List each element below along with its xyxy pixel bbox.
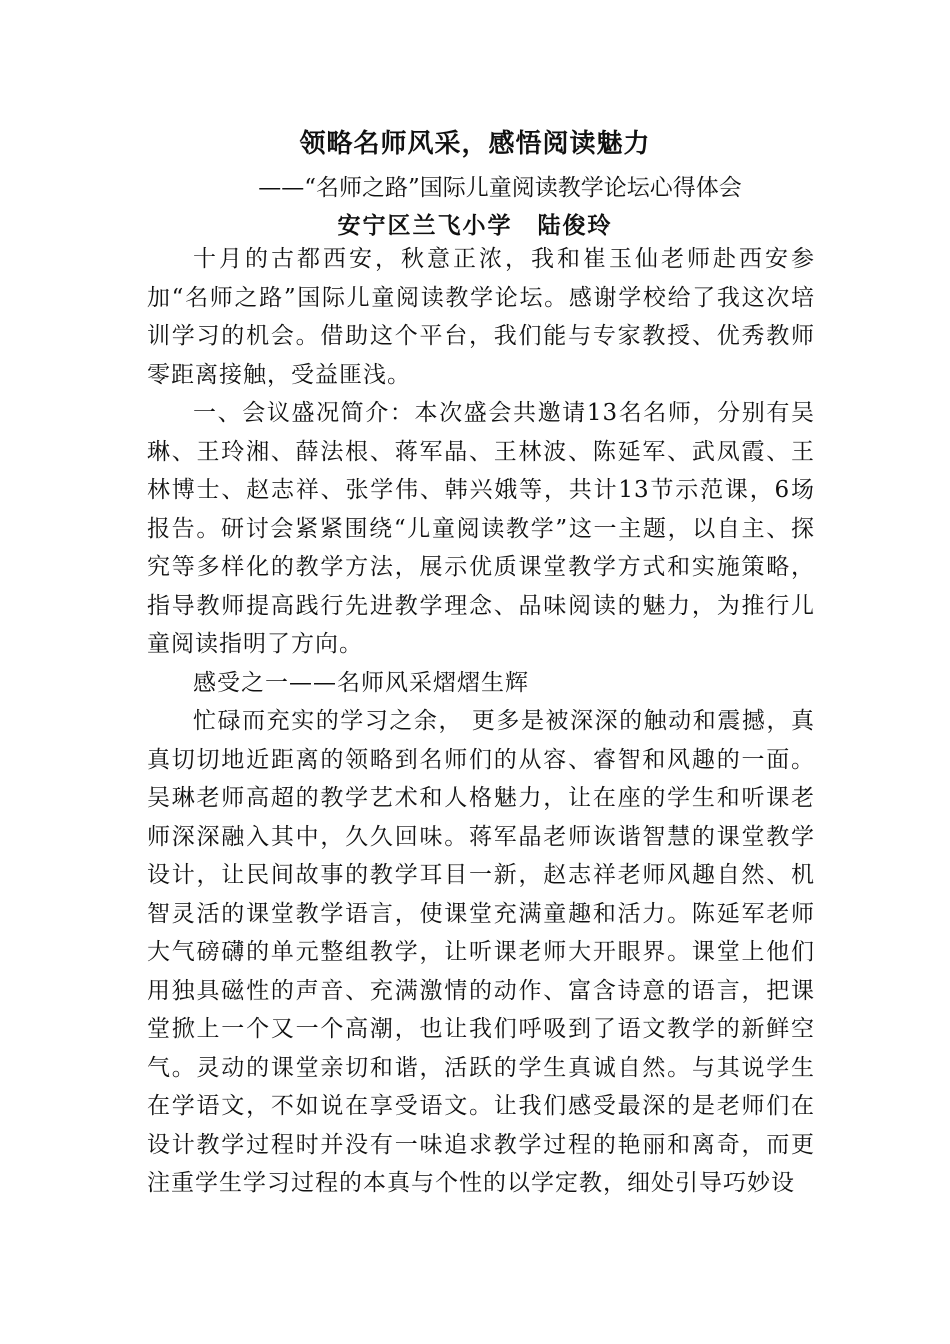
document-subtitle: ——“名师之路”国际儿童阅读教学论坛心得体会 [258,175,742,201]
document-body [147,240,815,1203]
paragraph-conference-overview: 一、会议盛况简介：本次盛会共邀请13名名师，分别有吴琳、王玲湘、薛法根、蒋军晶、王林波、陈延军、武凤霞、王林博士、赵志祥、张学伟、韩兴娥等，共计13节示范课，6场报告。研讨会紧紧围绕“儿童阅读教学”这一主题，以自主、探究等多样化的教学方法，展示优质课堂教学方式和实施策略，指导教师提高践行先进教学理念、品味阅读的魅力，为推行儿童阅读指明了方向。 [147,400,815,657]
document-title: 领略名师风采，感悟阅读魅力 [299,129,651,159]
paragraph-impressions: 忙碌而充实的学习之余， 更多是被深深的触动和震撼，真真切切地近距离的领略到名师们的从容、睿智和风趣的一面。吴琳老师高超的教学艺术和人格魅力，让在座的学生和听课老师深深融入其中，久久回味。蒋军晶老师诙谐智慧的课堂教学设计，让民间故事的教学耳目一新，赵志祥老师风趣自然、机智灵活的课堂教学语言，使课堂充满童趣和活力。陈延军老师大气磅礴的单元整组教学，让听课老师大开眼界。课堂上他们用独具磁性的声音、充满激情的动作、富含诗意的语言，把课堂掀上一个又一个高潮，也让我们呼吸到了语文教学的新鲜空气。灵动的课堂亲切和谐，活跃的学生真诚自然。与其说学生在学语文，不如说在享受语文。让我们感受最深的是老师们在设计教学过程时并没有一味追求教学过程的艳丽和离奇，而更注重学生学习过程的本真与个性的以学定教，细处引导巧妙设 [147,708,815,1196]
section-heading: 感受之一——名师风采熠熠生辉 [193,669,529,696]
author-line: 安宁区兰飞小学 陆俊玲 [337,212,613,239]
paragraph-intro: 十月的古都西安，秋意正浓，我和崔玉仙老师赴西安参加“名师之路”国际儿童阅读教学论坛。感谢学校给了我这次培训学习的机会。借助这个平台，我们能与专家教授、优秀教师零距离接触，受益匪浅。 [147,246,815,388]
